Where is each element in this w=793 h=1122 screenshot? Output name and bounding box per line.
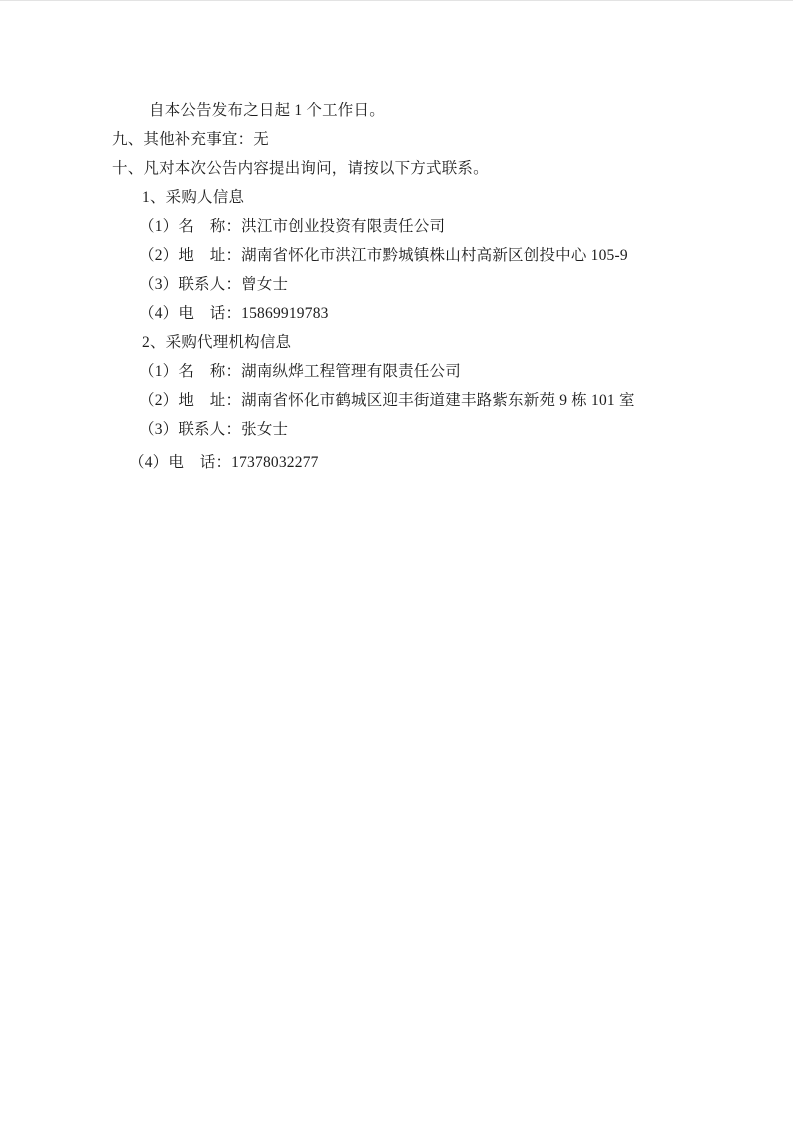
line-item-nine: 九、其他补充事宜：无 [112,131,270,148]
line-purchaser-address: （2）地 址：湖南省怀化市洪江市黔城镇株山村高新区创投中心 105-9 [139,247,628,264]
line-agency-name: （1）名 称：湖南纵烨工程管理有限责任公司 [139,363,461,380]
line-workday-note: 自本公告发布之日起 1 个工作日。 [149,102,385,119]
line-agency-heading: 2、采购代理机构信息 [142,334,292,351]
line-item-ten: 十、凡对本次公告内容提出询问，请按以下方式联系。 [112,160,489,177]
line-purchaser-name: （1）名 称：洪江市创业投资有限责任公司 [139,218,446,235]
announcement-body [112,96,763,477]
page-top-border [0,0,793,1]
line-agency-address: （2）地 址：湖南省怀化市鹤城区迎丰街道建丰路紫东新苑 9 栋 101 室 [139,392,635,409]
line-agency-phone: （4）电 话：17378032277 [129,454,319,471]
line-purchaser-phone: （4）电 话：15869919783 [139,305,329,322]
line-purchaser-contact: （3）联系人：曾女士 [139,276,289,293]
line-agency-contact: （3）联系人：张女士 [139,421,289,438]
line-purchaser-heading: 1、采购人信息 [142,189,245,206]
